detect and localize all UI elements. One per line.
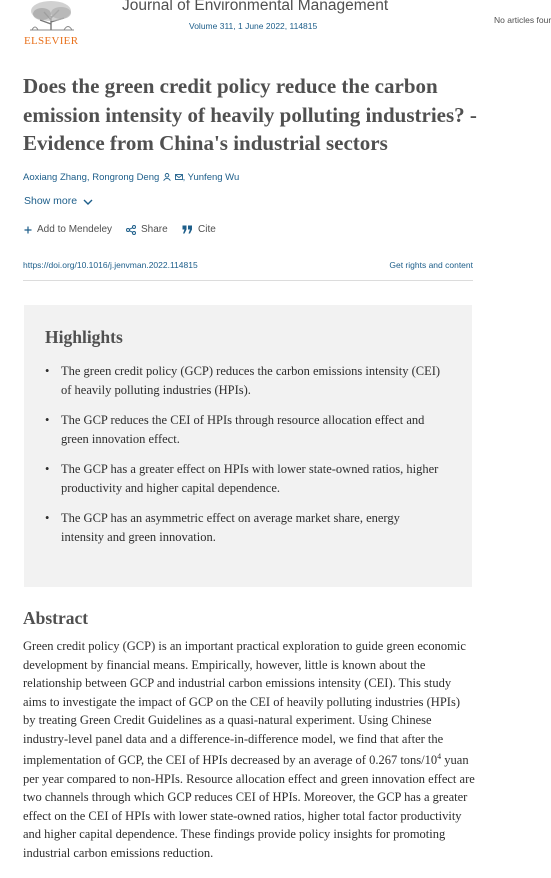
publisher-name: ELSEVIER (24, 35, 79, 47)
author-link[interactable]: Aoxiang Zhang (23, 172, 87, 183)
abstract-superscript: 4 (437, 752, 442, 761)
doi-link[interactable]: https://doi.org/10.1016/j.jenvman.2022.114815 (23, 260, 198, 270)
article-title: Does the green credit policy reduce the carbon emission intensity of heavily polluting industries? -Evidence from China's industrial sectors (23, 74, 477, 155)
share-label: Share (141, 224, 168, 235)
doi-row (23, 260, 473, 276)
abstract-text (23, 637, 475, 862)
chevron-down-icon (83, 198, 93, 206)
share-icon (126, 225, 136, 235)
bullet-icon: • (45, 364, 50, 378)
highlight-text: The GCP has an asymmetric effect on average market share, energy intensity and green innovation. (61, 511, 400, 544)
get-rights-link[interactable]: Get rights and content (389, 260, 473, 270)
divider (23, 280, 473, 281)
highlight-text: The GCP has a greater effect on HPIs with lower state-owned ratios, higher productivity and higher capital dependence. (61, 462, 439, 495)
elsevier-logo[interactable] (22, 0, 84, 48)
highlight-text: The green credit policy (GCP) reduces the carbon emissions intensity (CEI) of heavily polluting industries (HPIs). (61, 364, 441, 397)
highlight-text: The GCP reduces the CEI of HPIs through resource allocation effect and green innovation effect. (61, 413, 425, 446)
side-panel-note: No articles four (494, 15, 551, 25)
journal-title[interactable]: Journal of Environmental Management (122, 0, 389, 14)
abstract-text-part: Green credit policy (GCP) is an important practical exploration to guide green economic development by financial means. Empirically, however, little is known about the relationship between GCP and industrial carbon emissions intensity (CEI). This study aims to investigate the impact of GCP on the CEI of heavily polluting industries (HPIs) by treating Green Credit Guidelines as a quasi-natural experiment. Using Chinese industry-level panel data and a difference-in-difference model, we find that after the implementation of GCP, the CEI of HPIs decreased by an average of 0.267 tons/10 (23, 639, 466, 768)
highlight-item (45, 509, 445, 546)
plus-icon (24, 226, 32, 234)
highlights-box (24, 305, 472, 587)
show-more-button[interactable] (24, 195, 93, 207)
article-actions (24, 224, 216, 235)
add-to-mendeley-button[interactable] (24, 224, 126, 235)
highlight-item (45, 411, 445, 448)
cite-label: Cite (198, 224, 216, 235)
bullet-icon: • (45, 511, 50, 525)
show-more-label: Show more (24, 195, 78, 207)
highlights-list (45, 362, 445, 558)
email-icon[interactable] (175, 173, 183, 181)
author-link[interactable]: Yunfeng Wu (187, 172, 240, 183)
journal-volume[interactable]: Volume 311, 1 June 2022, 114815 (189, 21, 318, 31)
highlights-heading: Highlights (45, 327, 123, 347)
share-button[interactable] (126, 224, 182, 235)
author-link[interactable]: Rongrong Deng (92, 172, 160, 183)
highlight-item (45, 362, 445, 399)
tree-logo-icon (24, 0, 80, 34)
quote-icon (182, 225, 193, 234)
person-icon[interactable] (163, 173, 171, 181)
author-list: Aoxiang Zhang, Rongrong Deng , Yunfeng Wu (23, 172, 240, 183)
cite-button[interactable] (182, 224, 216, 235)
mendeley-label: Add to Mendeley (37, 224, 113, 235)
abstract-text-part: yuan per year compared to non-HPIs. Resource allocation effect and green innovation effect are two channels through which GCP reduces CEI of HPIs. Moreover, the GCP has a greater effect on the CEI of HPIs with lower state-owned ratios, higher total factor productivity and higher capital dependence. These findings provide policy insights for promoting industrial carbon emissions reduction. (23, 753, 475, 860)
bullet-icon: • (45, 413, 50, 427)
abstract-heading: Abstract (23, 608, 89, 628)
bullet-icon: • (45, 462, 50, 476)
highlight-item (45, 460, 445, 497)
